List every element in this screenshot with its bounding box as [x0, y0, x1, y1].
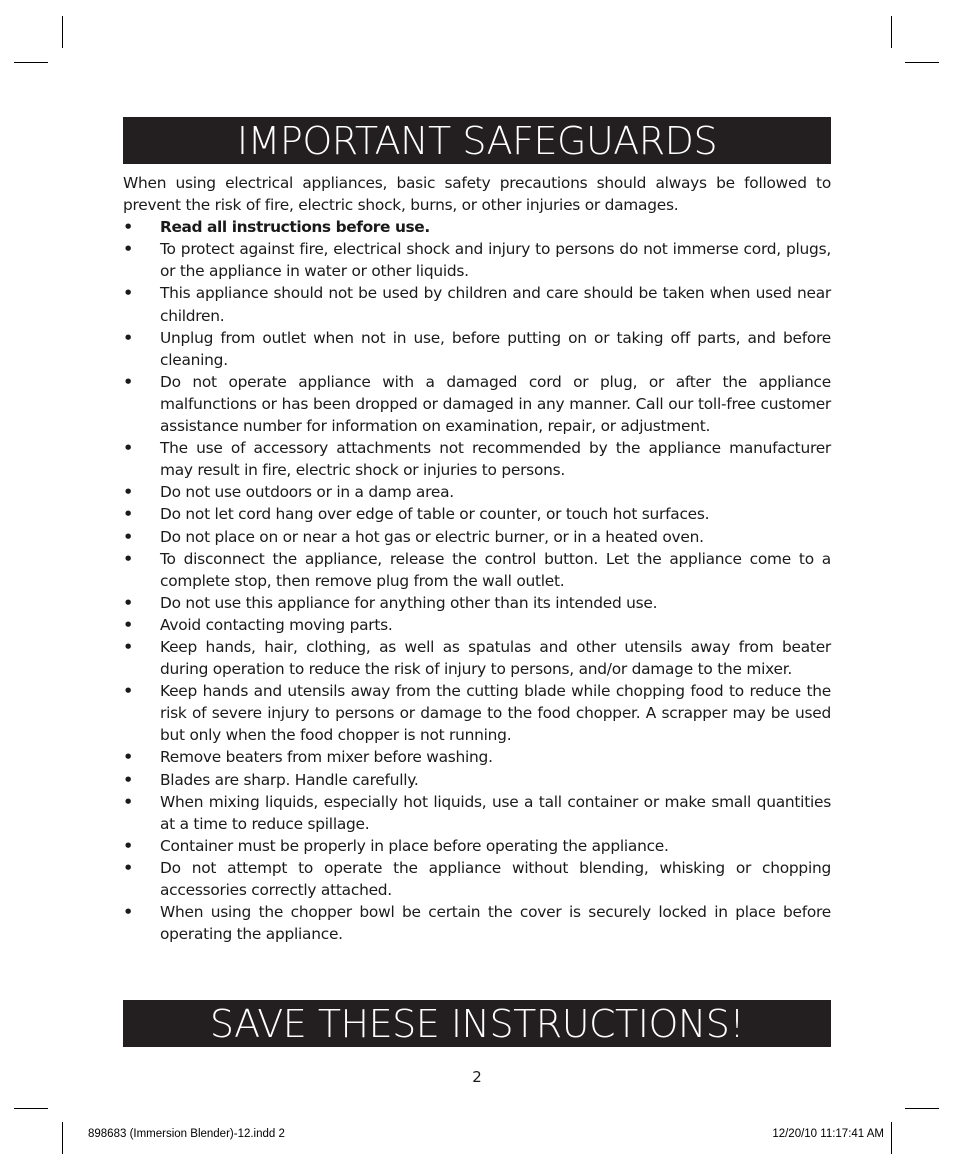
bullet-icon: •: [123, 792, 133, 811]
list-item-text: Remove beaters from mixer before washing.: [160, 748, 493, 767]
list-item: [123, 238, 831, 282]
print-slug-filename: 898683 (Immersion Blender)-12.indd 2: [88, 1128, 285, 1140]
list-item: [123, 592, 831, 614]
list-item-text: Do not operate appliance with a damaged cord or plug, or after the appliance malfunctions or has been dropped or damaged in any manner. Call our toll-free customer assistance number for information on examination, repair, or adjustment.: [160, 372, 831, 436]
list-item: [123, 526, 831, 548]
list-item-text: To protect against fire, electrical shock and injury to persons do not immerse cord, plugs, or the appliance in water or other liquids.: [160, 240, 831, 281]
list-item-text: The use of accessory attachments not recommended by the appliance manufacturer may result in fire, electric shock or injuries to persons.: [160, 439, 831, 480]
page-number: 2: [472, 1068, 482, 1086]
bullet-icon: •: [123, 903, 133, 922]
bullet-icon: •: [123, 527, 133, 546]
crop-mark-bottom-left-horizontal: [14, 1108, 48, 1109]
crop-mark-bottom-right-horizontal: [905, 1108, 939, 1109]
bullet-icon: •: [123, 240, 133, 259]
crop-mark-top-right-horizontal: [905, 62, 939, 63]
bullet-icon: •: [123, 748, 133, 767]
list-item-text: When using the chopper bowl be certain the cover is securely locked in place before operating the appliance.: [160, 903, 831, 944]
bullet-icon: •: [123, 637, 133, 656]
list-item: [123, 548, 831, 592]
list-item: [123, 503, 831, 525]
list-item-text: Container must be properly in place before operating the appliance.: [160, 836, 669, 855]
bullet-icon: •: [123, 505, 133, 524]
safeguards-list: [123, 216, 831, 945]
crop-mark-top-left-vertical: [62, 16, 63, 48]
crop-mark-top-left-horizontal: [14, 62, 48, 63]
list-item-text: To disconnect the appliance, release the control button. Let the appliance come to a complete stop, then remove plug from the wall outlet.: [160, 549, 831, 590]
bullet-icon: •: [123, 682, 133, 701]
print-slug-timestamp: 12/20/10 11:17:41 AM: [772, 1128, 884, 1140]
bullet-icon: •: [123, 372, 133, 391]
bullet-icon: •: [123, 483, 133, 502]
list-item: [123, 614, 831, 636]
bullet-icon: •: [123, 439, 133, 458]
list-item: [123, 371, 831, 437]
bullet-icon: •: [123, 284, 133, 303]
bullet-icon: •: [123, 770, 133, 789]
list-item: [123, 282, 831, 326]
list-item-text: Keep hands and utensils away from the cutting blade while chopping food to reduce the risk of severe injury to persons or damage to the food chopper. A scrapper may be used but only when the food chopper is not running.: [160, 682, 831, 745]
list-item-text: Do not place on or near a hot gas or electric burner, or in a heated oven.: [160, 527, 704, 546]
list-item: [123, 791, 831, 835]
list-item: [123, 216, 831, 238]
list-item: [123, 327, 831, 371]
bullet-icon: •: [123, 328, 133, 347]
page-title-banner: [123, 117, 831, 164]
list-item-text: Read all instructions before use.: [160, 218, 430, 237]
save-instructions-title: SAVE THESE INSTRUCTIONS!: [209, 1001, 745, 1046]
list-item-text: Do not let cord hang over edge of table or counter, or touch hot surfaces.: [160, 505, 710, 524]
list-item-text: Do not use outdoors or in a damp area.: [160, 483, 454, 502]
list-item: [123, 636, 831, 680]
save-instructions-banner: [123, 1000, 831, 1047]
list-item-text: When mixing liquids, especially hot liquids, use a tall container or make small quantities at a time to reduce spillage.: [160, 792, 831, 833]
list-item: [123, 769, 831, 791]
bullet-icon: •: [123, 836, 133, 855]
crop-mark-bottom-left-vertical: [62, 1122, 63, 1154]
list-item: [123, 680, 831, 746]
bullet-icon: •: [123, 593, 133, 612]
page-title: IMPORTANT SAFEGUARDS: [236, 118, 718, 163]
list-item: [123, 835, 831, 857]
list-item-text: Do not attempt to operate the appliance without blending, whisking or chopping accessories correctly attached.: [160, 858, 831, 899]
list-item-text: This appliance should not be used by children and care should be taken when used near children.: [160, 284, 831, 325]
bullet-icon: •: [123, 218, 133, 237]
crop-mark-top-right-vertical: [891, 16, 892, 48]
list-item-text: Keep hands, hair, clothing, as well as spatulas and other utensils away from beater during operation to reduce the risk of injury to persons, and/or damage to the mixer.: [160, 637, 831, 679]
list-item: [123, 481, 831, 503]
crop-mark-bottom-right-vertical: [891, 1122, 892, 1154]
list-item-text: Unplug from outlet when not in use, before putting on or taking off parts, and before cleaning.: [160, 328, 831, 369]
list-item-text: Do not use this appliance for anything other than its intended use.: [160, 593, 658, 612]
bullet-icon: •: [123, 549, 133, 568]
list-item: [123, 901, 831, 945]
list-item: [123, 857, 831, 901]
list-item: [123, 437, 831, 481]
safeguards-content: [123, 172, 831, 945]
list-item-text: Blades are sharp. Handle carefully.: [160, 770, 419, 789]
bullet-icon: •: [123, 615, 133, 634]
list-item: [123, 746, 831, 768]
list-item-text: Avoid contacting moving parts.: [160, 615, 393, 634]
intro-paragraph: When using electrical appliances, basic safety precautions should always be followed to prevent the risk of fire, electric shock, burns, or other injuries or damages.: [123, 174, 831, 215]
bullet-icon: •: [123, 858, 133, 877]
